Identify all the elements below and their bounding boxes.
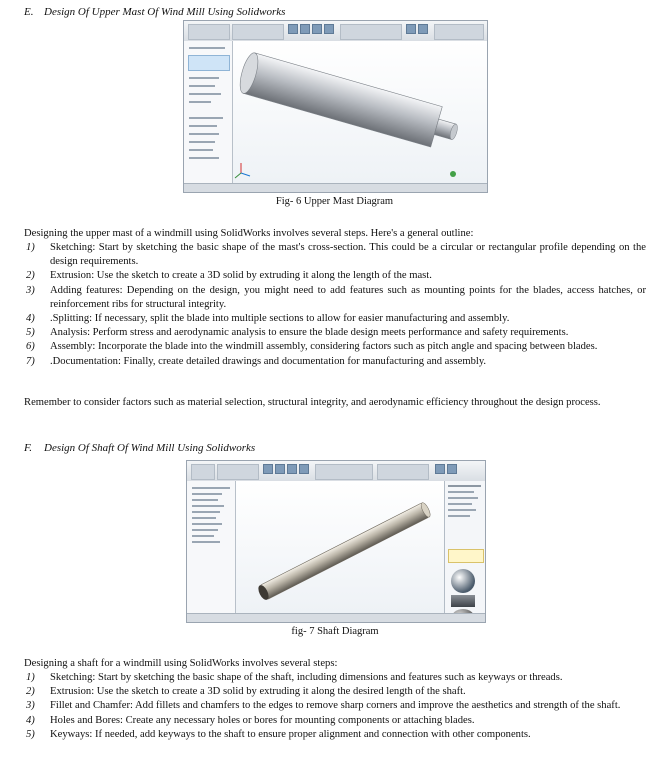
feature-manager-panel [187,481,236,614]
list-item: 1) Sketching: Start by sketching the basic shape of the shaft, including dimensions and features such as keyways or threads. [26,672,563,683]
list-item: 2) Extrusion: Use the sketch to create a 3D solid by extruding it along the length of the mast. [26,270,432,282]
list-item: 3) Adding features: Depending on the design, you might need to add features such as mounting points for the blades, access hatches, or reinforcement ribs for structural integrity. [26,284,646,310]
section-f-steps [24,671,646,742]
section-e-title: Design Of Upper Mast Of Wind Mill Using Solidworks [44,6,286,18]
section-e-letter: E. [24,6,34,18]
list-item: 5) Analysis: Perform stress and aerodynamic analysis to ensure the blade design meets performance and safety requirements. [26,327,569,339]
section-f-title: Design Of Shaft Of Wind Mill Using Solidworks [44,442,256,454]
section-f-heading [24,441,255,455]
cad-toolbar [184,21,487,42]
list-item: 2) Extrusion: Use the sketch to create a 3D solid by extruding it along the desired length of the shaft. [26,686,466,698]
list-item: 1) Sketching: Start by sketching the basic shape of the mast's cross-section. This could be a circular or rectangular profile depending on the design requirements. [26,242,646,268]
cad-status-bar [184,183,487,192]
section-e-closing: Remember to consider factors such as material selection, structural integrity, and aerodynamic efficiency throughout the design process. [24,397,601,408]
cad-status-bar [187,613,485,622]
shaft-model [236,481,445,614]
list-item: 7) .Documentation: Finally, create detailed drawings and documentation for manufacturing and assembly. [26,355,487,367]
cad-viewport [236,481,445,614]
section-e-intro: Designing the upper mast of a windmill using SolidWorks involves several steps. Here's a general outline: [24,228,474,239]
shaft-cad-screenshot [186,460,486,623]
list-item: 4) .Splitting: If necessary, split the blade into multiple sections to allow for easier manufacturing and assembly. [26,313,510,325]
appearances-task-pane [444,481,485,614]
mast-model [233,41,487,183]
figure-7-caption: fig- 7 Shaft Diagram [291,626,379,637]
upper-mast-cad-screenshot [183,20,488,193]
section-f-intro: Designing a shaft for a windmill using SolidWorks involves several steps: [24,658,338,669]
cad-viewport [233,41,487,184]
list-item: 6) Assembly: Incorporate the blade into the windmill assembly, considering factors such as pitch angle and spacing between blades. [26,341,598,353]
section-e-steps [24,241,646,369]
section-e-heading [24,5,285,19]
feature-manager-panel [184,41,233,184]
figure-6-caption: Fig- 6 Upper Mast Diagram [275,196,394,207]
list-item: 4) Holes and Bores: Create any necessary holes or bores for mounting components or attaching blades. [26,714,475,726]
cad-toolbar [187,461,485,482]
section-f-letter: F. [24,442,33,454]
list-item: 3) Fillet and Chamfer: Add fillets and chamfers to the edges to remove sharp corners and improve the aesthetics and strength of the shaft. [26,700,621,712]
list-item: 5) Keyways: If needed, add keyways to the shaft to ensure proper alignment and connection with other components. [26,728,531,740]
